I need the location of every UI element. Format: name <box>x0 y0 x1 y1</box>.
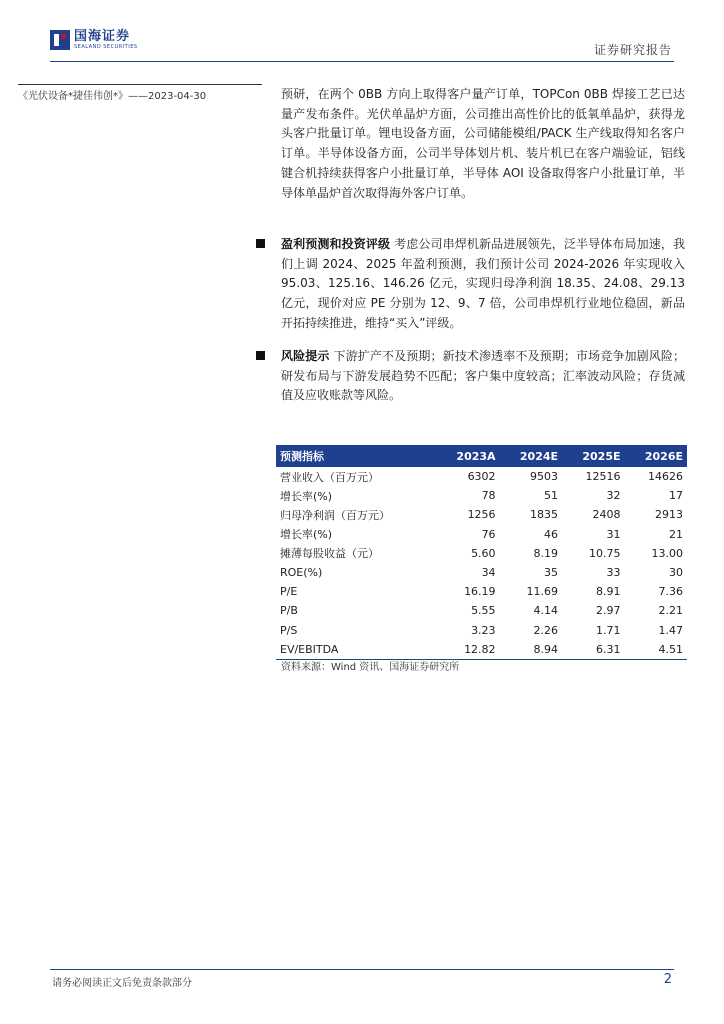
table-cell: 5.60 <box>471 546 496 560</box>
table-cell: 7.36 <box>658 585 683 599</box>
table-cell: 30 <box>669 566 683 580</box>
table-cell: 归母净利润（百万元） <box>280 508 390 522</box>
table-row <box>276 467 687 486</box>
company-logo <box>50 30 138 50</box>
table-cell: 营业收入（百万元） <box>280 470 379 484</box>
table-cell: 16.19 <box>464 585 496 599</box>
table-cell: EV/EBITDA <box>276 640 436 660</box>
bullet-square-icon <box>256 351 265 360</box>
table-cell: 10.75 <box>589 546 621 560</box>
table-cell: 2.26 <box>533 623 559 637</box>
table-row <box>276 582 687 601</box>
table-cell: 76 <box>481 527 496 541</box>
table-cell: 21 <box>669 527 683 541</box>
table-cell: ROE(%) <box>280 566 323 580</box>
table-cell: 9503 <box>530 470 559 484</box>
table-row <box>276 486 687 505</box>
table-cell: 8.94 <box>500 640 562 660</box>
table-cell: 1256 <box>467 508 496 522</box>
table-cell: 4.14 <box>533 604 559 618</box>
table-cell: 12.82 <box>436 640 500 660</box>
table-cell: 31 <box>606 527 621 541</box>
table-header-row <box>276 445 687 467</box>
risk-warning-label: 风险提示 <box>281 349 330 363</box>
table-cell: 2.97 <box>596 604 621 618</box>
table-cell: 2408 <box>592 508 621 522</box>
logo-english-name: SEALAND SECURITIES <box>74 44 138 50</box>
table-cell: 14626 <box>648 470 683 484</box>
table-cell: 1.71 <box>596 623 621 637</box>
table-cell: 51 <box>544 489 559 503</box>
table-cell: 12516 <box>585 470 621 484</box>
table-cell: 6302 <box>467 470 496 484</box>
table-cell: 2.21 <box>658 604 683 618</box>
table-header-cell: 预测指标 <box>276 445 436 467</box>
bullet-square-icon <box>256 239 265 248</box>
paragraph-risk-warning <box>281 347 685 406</box>
table-row <box>276 525 687 544</box>
table-header-cell: 2026E <box>625 445 688 467</box>
table-cell: 6.31 <box>562 640 624 660</box>
table-header-cell: 2023A <box>436 445 500 467</box>
table-row <box>276 601 687 620</box>
table-cell: 33 <box>606 566 621 580</box>
report-type-title: 证券研究报告 <box>593 43 672 57</box>
table-cell: 2913 <box>655 508 683 522</box>
table-source-note: 资料来源：Wind 资讯、国海证券研究所 <box>281 662 460 673</box>
table-cell: P/B <box>280 604 298 618</box>
earnings-forecast-text: 考虑公司串焊机新品进展领先，泛半导体布局加速，我们上调 2024、2025 年盈利预测，我们预计公司 2024-2026 年实现收入 95.03、125.16、146.26 亿元，实现归母净利润 18.35、24.08、29.13 亿元，现价对应 PE 分别为 12、9、7 倍，公司串焊机行业地位稳固，新品开拓持续推进，维持“买入”评级。 <box>281 237 685 330</box>
table-cell: 1835 <box>530 508 559 522</box>
header-divider <box>50 61 674 62</box>
table-cell: 46 <box>544 527 559 541</box>
table-cell: 摊薄每股收益（元） <box>280 547 379 561</box>
logo-mark-icon <box>50 30 70 50</box>
table-cell: 13.00 <box>651 546 683 560</box>
related-report-reference: 《光伏设备*捷佳伟创*》——2023-04-30 <box>18 84 262 102</box>
table-row <box>276 640 687 660</box>
logo-name: 国海证券 <box>74 29 131 44</box>
table-cell: 17 <box>669 489 683 503</box>
footer-disclaimer: 请务必阅读正文后免责条款部分 <box>52 978 192 989</box>
table-cell: 8.19 <box>533 546 559 560</box>
table-row <box>276 505 687 524</box>
table-cell: 1.47 <box>658 623 683 637</box>
paragraph-business-progress: 预研，在两个 0BB 方向上取得客户量产订单，TOPCon 0BB 焊接工艺已达量产发布条件。光伏单晶炉方面，公司推出高性价比的低氧单晶炉，获得龙头客户批量订单。锂电设备方面，公司储能模组/PACK 生产线取得知名客户订单。半导体设备方面，公司半导体划片机、装片机已在客户端验证，铝线键合机持续获得客户小批量订单，半导体 AOI 设备取得客户小批量订单，半导体单晶炉首次取得海外客户订单。 <box>281 87 685 200</box>
table-header-cell: 2025E <box>562 445 624 467</box>
table-cell: 32 <box>606 489 621 503</box>
page-number: 2 <box>663 972 672 987</box>
table-row <box>276 563 687 582</box>
footer-divider <box>50 969 674 970</box>
table-cell: 4.51 <box>625 640 688 660</box>
table-cell: 增长率(%) <box>280 528 333 542</box>
table-row <box>276 621 687 640</box>
earnings-forecast-label: 盈利预测和投资评级 <box>281 237 391 251</box>
table-cell: 35 <box>544 566 559 580</box>
forecast-table <box>276 445 687 660</box>
table-cell: 34 <box>481 566 496 580</box>
table-cell: P/S <box>280 623 298 637</box>
table-cell: 11.69 <box>526 585 559 599</box>
risk-warning-text: 下游扩产不及预期；新技术渗透率不及预期；市场竞争加剧风险；研发布局与下游发展趋势不匹配；客户集中度较高；汇率波动风险；存货减值及应收账款等风险。 <box>281 349 685 403</box>
table-cell: 3.23 <box>471 623 496 637</box>
table-header-cell: 2024E <box>500 445 562 467</box>
table-cell: 增长率(%) <box>280 489 333 503</box>
table-cell: 8.91 <box>596 585 621 599</box>
table-cell: 78 <box>481 489 496 503</box>
paragraph-earnings-forecast <box>281 235 685 334</box>
table-row <box>276 544 687 563</box>
table-cell: 5.55 <box>471 604 496 618</box>
table-cell: P/E <box>280 585 298 599</box>
